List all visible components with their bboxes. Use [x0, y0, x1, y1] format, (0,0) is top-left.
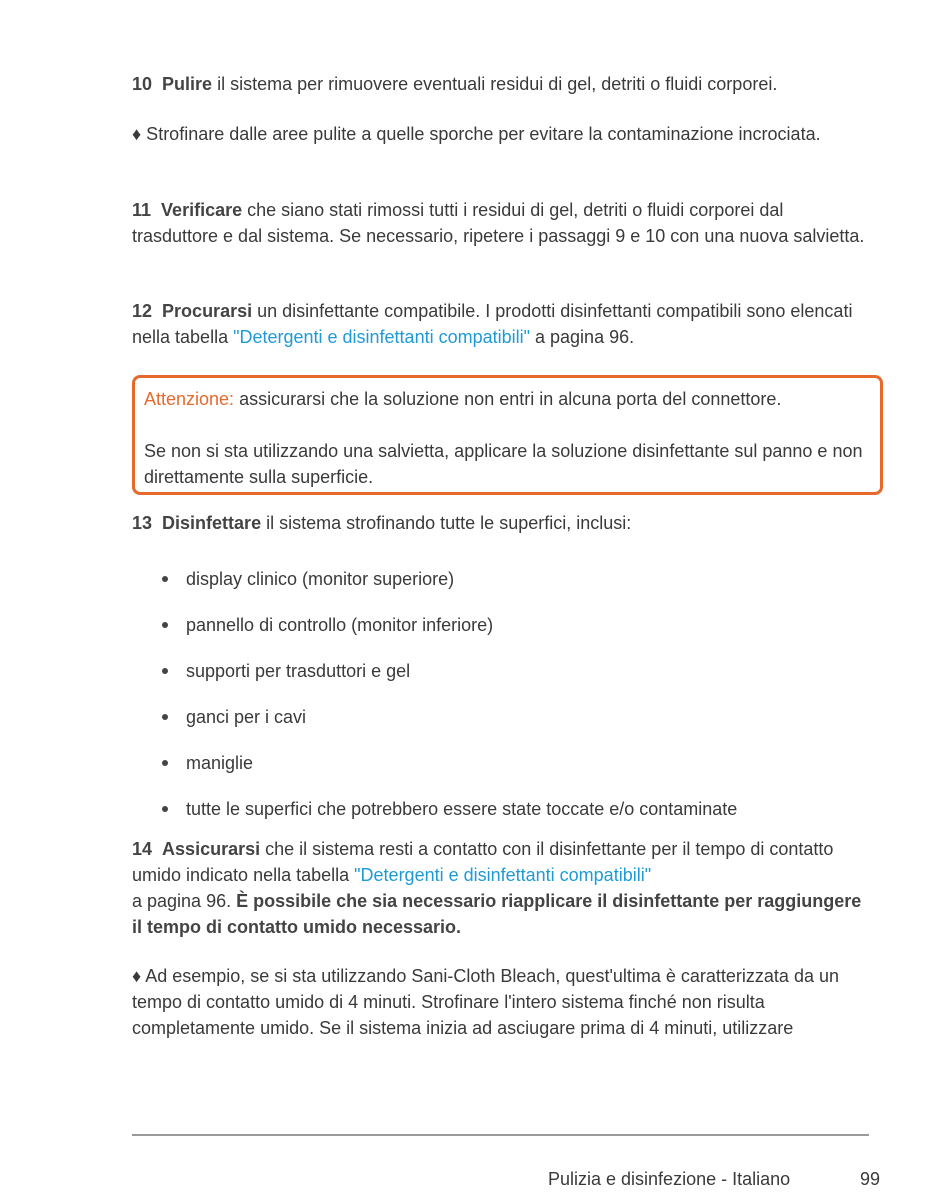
- step-verb: Assicurarsi: [162, 839, 261, 859]
- step-number: 12: [132, 301, 153, 321]
- step-number: 14: [132, 839, 153, 859]
- caution-paragraph-2: Se non si sta utilizzando una salvietta, applicare la soluzione disinfettante sul panno e non direttamente sulla superficie.: [144, 441, 863, 487]
- step-text: il sistema strofinando tutte le superfici, inclusi:: [261, 513, 632, 533]
- table-link[interactable]: "Detergenti e disinfettanti compatibili": [233, 327, 531, 347]
- caution-box: [132, 375, 883, 495]
- list-item-text: supporti per trasduttori e gel: [186, 661, 411, 681]
- step-number: 13: [132, 513, 153, 533]
- bullet-icon: [162, 806, 168, 812]
- step-12: [132, 298, 872, 350]
- step-number: 11: [132, 200, 152, 220]
- note-text: ♦ Strofinare dalle aree pulite a quelle sporche per evitare la contaminazione incrociata.: [132, 124, 821, 144]
- step-verb: Verificare: [161, 200, 243, 220]
- note-cross-contamination: [132, 121, 872, 147]
- list-item-text: tutte le superfici che potrebbero essere state toccate e/o contaminate: [186, 799, 738, 819]
- bullet-icon: [162, 668, 168, 674]
- step-text: che il sistema resti a contatto con il disinfettante per il tempo di contatto umido indicato nella tabella: [132, 839, 834, 885]
- step-11: [132, 197, 872, 249]
- list-item-text: maniglie: [186, 753, 254, 773]
- step-number: 10: [132, 74, 153, 94]
- step-text: il sistema per rimuovere eventuali residui di gel, detriti o fluidi corporei.: [212, 74, 778, 94]
- caution-text: assicurarsi che la soluzione non entri in alcuna porta del connettore.: [234, 389, 782, 409]
- bullet-icon: [162, 622, 168, 628]
- list-item-text: display clinico (monitor superiore): [186, 569, 455, 589]
- step-verb: Disinfettare: [162, 513, 262, 533]
- step-text: che siano stati rimossi tutti i residui di gel, detriti o fluidi corporei dal trasduttore e dal sistema. Se necessario, ripetere i passaggi 9 e 10 con una nuova salvietta.: [132, 200, 865, 246]
- bullet-icon: [162, 760, 168, 766]
- list-item-text: pannello di controllo (monitor inferiore): [186, 615, 494, 635]
- caution-label: Attenzione:: [144, 389, 235, 409]
- bullet-icon: [162, 576, 168, 582]
- step-verb: Pulire: [162, 74, 213, 94]
- step-text-mid: a pagina 96.: [132, 891, 237, 911]
- step-13: [132, 510, 872, 536]
- bullet-icon: [162, 714, 168, 720]
- note-text: ♦ Ad esempio, se si sta utilizzando Sani-Cloth Bleach, quest'ultima è caratterizzata da un tempo di contatto umido di 4 minuti. Strofinare l'intero sistema finché non risulta completamente umido. Se il sistema inizia ad asciugare prima di 4 minuti, utilizzare: [132, 966, 839, 1038]
- step-14: [132, 836, 872, 940]
- step-10: [132, 71, 872, 97]
- caution-paragraph: [144, 386, 872, 412]
- page-number: 99: [860, 1169, 881, 1189]
- footer-section-title: Pulizia e disinfezione - Italiano: [548, 1169, 791, 1189]
- step-text-after: a pagina 96.: [530, 327, 635, 347]
- step-verb: Procurarsi: [162, 301, 253, 321]
- note-example: [132, 963, 872, 1041]
- table-link[interactable]: "Detergenti e disinfettanti compatibili": [354, 865, 652, 885]
- step-text: un disinfettante compatibile. I prodotti disinfettanti compatibili sono elencati nella tabella: [132, 301, 853, 347]
- step-bold-tail: È possibile che sia necessario riapplicare il disinfettante per raggiungere il tempo di contatto umido necessario.: [132, 891, 862, 937]
- list-item-text: ganci per i cavi: [186, 707, 307, 727]
- footer-divider: [132, 1134, 869, 1136]
